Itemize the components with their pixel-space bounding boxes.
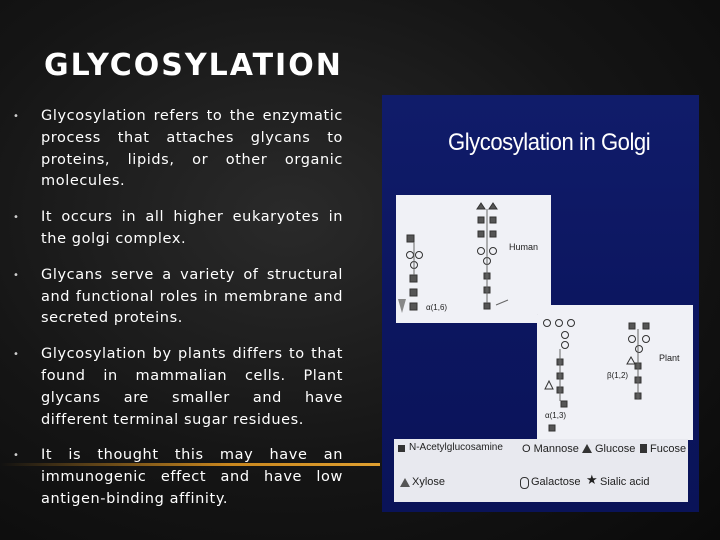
bullet-text: It occurs in all higher eukaryotes in the golgi complex. [41, 209, 343, 247]
xylose-icon [400, 478, 410, 487]
acetylglucosamine-icon [398, 445, 405, 452]
figure-title: Glycosylation in Golgi [448, 129, 651, 156]
fucose-icon [640, 444, 647, 453]
legend-sialic-acid: Sialic acid [600, 476, 650, 488]
bullet-text: Glycosylation by plants differs to that found in mammalian cells. Plant glycans are smaller and have different terminal sugar residues. [41, 346, 343, 428]
sugar-legend [394, 439, 688, 502]
bullet-item [13, 106, 343, 193]
plant-glycan-panel [537, 305, 693, 440]
bullet-glyph: • [13, 111, 20, 122]
bullet-glyph: • [13, 269, 20, 281]
bullet-glyph: • [13, 212, 20, 224]
glycosylation-figure [382, 95, 699, 512]
legend-xylose: Xylose [412, 476, 446, 488]
legend-acetylglucosamine: N-Acetylglucosamine [409, 442, 503, 453]
bullet-item [13, 207, 343, 251]
bullet-text: Glycans serve a variety of structural and functional roles in membrane and secreted proteins. [41, 266, 343, 327]
bullet-text: It is thought this may have an immunogenic effect and have low antigen-binding affinity. [41, 447, 343, 507]
legend-mannose: O Mannose [522, 443, 579, 455]
slide-title: GLYCOSYLATION [44, 48, 343, 83]
legend-glucose: Glucose [595, 443, 636, 455]
bullet-item [13, 445, 343, 510]
human-glycan-diagram [396, 195, 551, 323]
accent-divider [0, 463, 380, 466]
human-glycan-panel [396, 195, 551, 323]
bullet-list [13, 106, 343, 525]
bullet-glyph: • [13, 450, 20, 462]
bullet-item [13, 265, 343, 330]
bullet-glyph: • [13, 349, 20, 361]
legend-galactose: Galactose [531, 476, 581, 488]
plant-label: Plant [659, 353, 680, 363]
human-linkage-label: α(1,6) [426, 303, 448, 312]
plant-linkage-2: α(1,3) [545, 411, 567, 420]
sialic-acid-icon: ★ [586, 473, 598, 488]
bullet-text: Glycosylation refers to the enzymatic process that attaches glycans to proteins, lipids, or other organic molecules. [41, 108, 343, 190]
galactose-icon [520, 477, 529, 489]
legend-fucose: Fucose [650, 443, 687, 455]
human-label: Human [509, 242, 539, 252]
plant-linkage-1: β(1,2) [607, 371, 629, 380]
glucose-icon [582, 444, 592, 453]
bullet-item [13, 344, 343, 431]
